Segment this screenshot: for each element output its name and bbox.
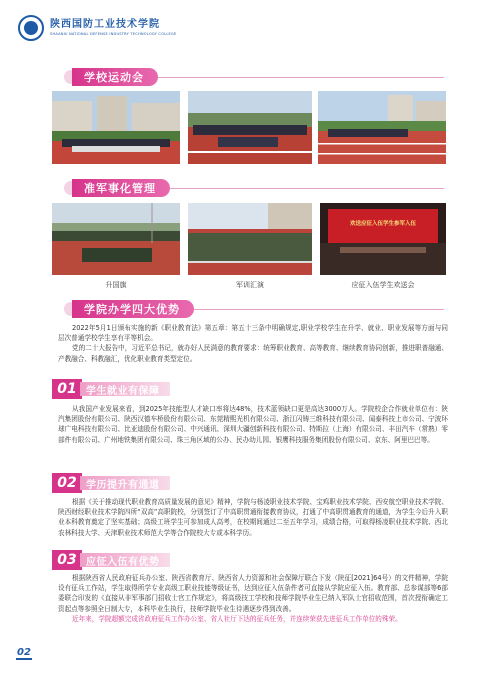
page-number: 02 <box>17 647 31 658</box>
photo-sports-1 <box>52 91 180 164</box>
photo-military-drill <box>188 203 312 275</box>
item-03-text: 根据陕西省人民政府征兵办公室、陕西省教育厅、陕西省人力资源和社会保障厅联合下发（陕征[2021]64号）的文件精神，学院设有征兵工作站，学生取得所学专业高级工职业技能等级证书，达到应征入伍条件者可直接从学院应征入伍。教育部、总参谋部等6部委联合印发的《直接从非军事部门招收士官工作规定》，将高级技工学校和技师学院毕业生已纳入军队士官招收范围，首次授衔确定工资起点等参照全日制大专，本科毕业生执行，技师学院毕业生待遇逐步得到改善。 <box>58 574 448 613</box>
item-02-text: 根据《关于推动现代职业教育高质量发展的意见》精神，学院与杨凌职业技术学院、宝鸡职业技术学院、西安航空职业技术学院、陕西财经职业技术学院四所“双高”高职院校，分别签订了中高职贯通衔接教育协议，打通了中高职贯通教育的通道，为学生今后升入职业本科教育奠定了坚实基础；高级工班学生可参加成人高考，在校期间通过二至五年学习，成绩合格，可取得杨凌职业技术学院、西北农林科技大学、天津职业技术师范大学等合作院校大专或本科学历。 <box>58 498 448 537</box>
item-01-text: 从我国产业发展来看，到2025年技能型人才缺口率将达48%，技术蓝领缺口更是高达3000万人。学院校企合作就业单位有：陕汽集团股份有限公司、陕西汉德车桥股份有限公司、东莞精熙光机有限公司、浙江闪铸三维科技有限公司、闻泰科技上市公司、宁波环球广电科技有限公司、比亚迪股份有限公司、中兴通讯、深圳大疆创新科技有限公司、特斯拉（上海）有限公司、丰田汽车（常熟）零部件有限公司、广州地铁集团有限公司、珠三角区域的公办、民办幼儿园、银鹰科技服务集团股份有限公司、京东、阿里巴巴等。 <box>58 405 448 444</box>
item-03-title: 应征入伍有优势 <box>80 553 170 567</box>
item-02-number: 02 <box>52 473 82 493</box>
item-03-number: 03 <box>52 550 82 570</box>
caption-enlistment-sendoff: 应征入伍学生欢送会 <box>351 281 415 289</box>
item-03-text-block <box>58 573 448 624</box>
advantages-intro <box>58 323 448 364</box>
item-01-title: 学生就业有保障 <box>80 382 170 396</box>
item-03-highlight: 近年来，学院超额完成省政府征兵工作办公室、省人社厅下达的征兵任务，并连续荣获先进征兵工作单位的殊荣。 <box>72 614 402 623</box>
section-title-advantages: 学院办学四大优势 <box>64 300 444 318</box>
section-title-military: 准军事化管理 <box>64 179 444 197</box>
school-logo-icon <box>18 15 44 41</box>
photo-flag-raising <box>52 203 180 275</box>
item-02-text-block <box>58 497 448 538</box>
page-header <box>18 14 177 42</box>
item-02-heading <box>52 473 170 493</box>
school-name-en: SHAANXI NATIONAL DEFENSE INDUSTRY TECHNOLOGY COLLEGE <box>50 32 177 36</box>
intro-paragraph-1: 2022年5月1日颁布实施的新《职业教育法》第五章：第五十三条中明确规定,职业学校学生在升学、就业、职业发展等方面与同层次普通学校学生享有平等机会。 <box>58 324 448 343</box>
item-01-text-block <box>58 404 448 445</box>
intro-paragraph-2: 党的二十大报告中，习近平总书记，就办好人民满意的教育要求：统筹职业教育、高等教育、继续教育协同创新，推进职普融通、产教融合、科教融汇，优化职业教育类型定位。 <box>58 344 448 363</box>
sendoff-banner-text: 欢送应征入伍学生参军入伍 <box>349 221 416 227</box>
item-01-heading <box>52 379 170 399</box>
item-01-number: 01 <box>52 379 82 399</box>
photo-sports-2 <box>188 91 312 164</box>
item-03-heading <box>52 550 170 570</box>
section-title-sports: 学校运动会 <box>64 68 444 86</box>
photo-enlistment-sendoff <box>320 203 446 275</box>
photo-sports-3 <box>318 91 446 164</box>
caption-flag-raising: 升国旗 <box>105 281 127 289</box>
item-02-title: 学历提升有通道 <box>80 476 170 490</box>
caption-military-drill: 军训汇演 <box>236 281 264 289</box>
school-name-cn: 陕西国防工业技术学院 <box>50 19 160 30</box>
